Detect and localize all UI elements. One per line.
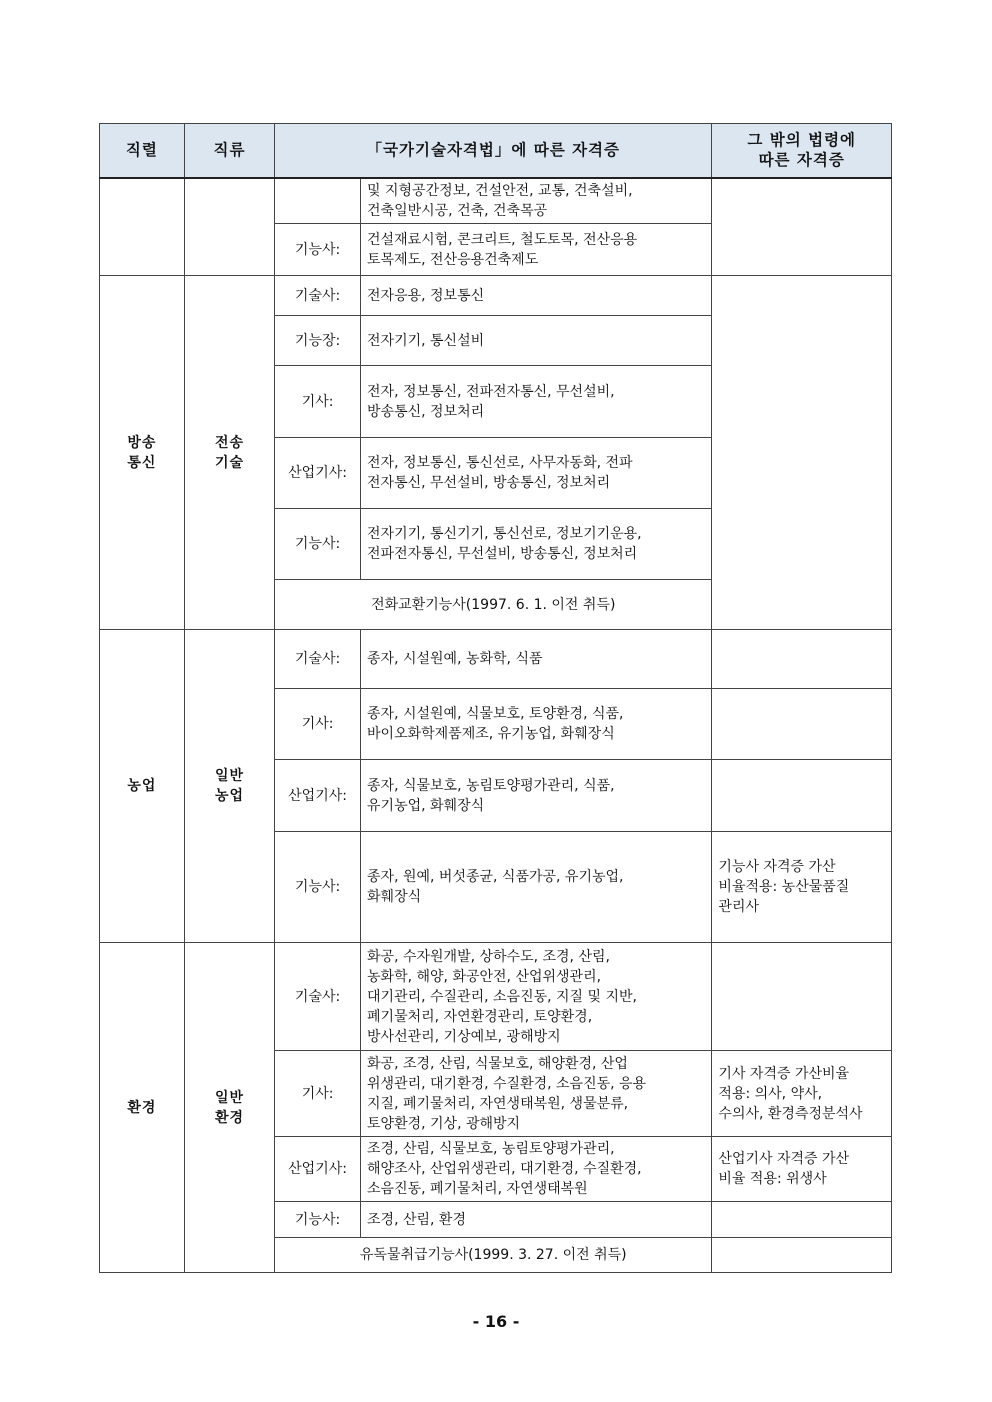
level-cell: 기능사: — [275, 224, 361, 276]
fields-cell: 및 지형공간정보, 건설안전, 교통, 건축설비, 건축일반시공, 건축, 건축목공 — [361, 178, 712, 224]
table-row — [100, 178, 892, 224]
note-cell-empty — [712, 1238, 892, 1273]
level-cell: 산업기사: — [275, 1137, 361, 1202]
fields-cell: 조경, 산림, 환경 — [361, 1202, 712, 1238]
note-cell-empty — [712, 178, 892, 276]
level-cell-empty — [275, 178, 361, 224]
table-row — [100, 276, 892, 316]
job-cell-empty — [100, 178, 185, 276]
level-cell: 기사: — [275, 366, 361, 438]
job-category-general-agriculture: 일반 농업 — [184, 630, 274, 943]
job-series-environment: 환경 — [100, 943, 185, 1273]
cat-cell-empty — [184, 178, 274, 276]
level-cell: 산업기사: — [275, 760, 361, 832]
note-cell — [712, 760, 892, 832]
fields-cell: 조경, 산림, 식물보호, 농림토양평가관리, 해양조사, 산업위생관리, 대기환경, 수질환경, 소음진동, 폐기물처리, 자연생태복원 — [361, 1137, 712, 1202]
fields-cell: 전자응용, 정보통신 — [361, 276, 712, 316]
fields-cell: 건설재료시험, 콘크리트, 철도토목, 전산응용 토목제도, 전산응용건축제도 — [361, 224, 712, 276]
fields-cell-full: 전화교환기능사(1997. 6. 1. 이전 취득) — [275, 580, 712, 630]
fields-cell: 종자, 시설원예, 식물보호, 토양환경, 식품, 바이오화학제품제조, 유기농업, 화훼장식 — [361, 689, 712, 760]
header-job-category: 직류 — [184, 124, 274, 178]
fields-cell: 종자, 원예, 버섯종균, 식품가공, 유기농업, 화훼장식 — [361, 832, 712, 943]
level-cell: 기능장: — [275, 316, 361, 366]
header-other-law-qualification: 그 밖의 법령에 따른 자격증 — [712, 124, 892, 178]
level-cell: 기능사: — [275, 509, 361, 580]
job-category-transmission: 전송 기술 — [184, 276, 274, 630]
note-cell — [712, 1202, 892, 1238]
fields-cell: 전자기기, 통신설비 — [361, 316, 712, 366]
level-cell: 기술사: — [275, 943, 361, 1051]
note-cell — [712, 943, 892, 1051]
fields-cell: 화공, 수자원개발, 상하수도, 조경, 산림, 농화학, 해양, 화공안전, 산업위생관리, 대기관리, 수질관리, 소음진동, 지질 및 지반, 폐기물처리, 자연환경관리, 토양환경, 방사선관리, 기상예보, 광해방지 — [361, 943, 712, 1051]
note-cell: 산업기사 자격증 가산 비율 적용: 위생사 — [712, 1137, 892, 1202]
fields-cell-full: 유독물취급기능사(1999. 3. 27. 이전 취득) — [275, 1238, 712, 1273]
level-cell: 기사: — [275, 1051, 361, 1137]
header-national-qualification: 「국가기술자격법」에 따른 자격증 — [275, 124, 712, 178]
level-cell: 기사: — [275, 689, 361, 760]
fields-cell: 종자, 식물보호, 농림토양평가관리, 식품, 유기농업, 화훼장식 — [361, 760, 712, 832]
fields-cell: 전자, 정보통신, 전파전자통신, 무선설비, 방송통신, 정보처리 — [361, 366, 712, 438]
note-cell-empty — [712, 276, 892, 630]
header-job-series: 직렬 — [100, 124, 185, 178]
page-number: - 16 - — [472, 1312, 520, 1331]
fields-cell: 종자, 시설원예, 농화학, 식품 — [361, 630, 712, 689]
note-cell — [712, 630, 892, 689]
job-category-general-environment: 일반 환경 — [184, 943, 274, 1273]
level-cell: 기능사: — [275, 1202, 361, 1238]
job-series-agriculture: 농업 — [100, 630, 185, 943]
level-cell: 기능사: — [275, 832, 361, 943]
fields-cell: 전자, 정보통신, 통신선로, 사무자동화, 전파 전자통신, 무선설비, 방송통신, 정보처리 — [361, 438, 712, 509]
qualification-table — [99, 123, 892, 1273]
level-cell: 산업기사: — [275, 438, 361, 509]
note-cell — [712, 689, 892, 760]
level-cell: 기술사: — [275, 276, 361, 316]
table-row — [100, 943, 892, 1051]
note-cell: 기사 자격증 가산비율 적용: 의사, 약사, 수의사, 환경측정분석사 — [712, 1051, 892, 1137]
table-header-row — [100, 124, 892, 178]
job-series-broadcast: 방송 통신 — [100, 276, 185, 630]
fields-cell: 전자기기, 통신기기, 통신선로, 정보기기운용, 전파전자통신, 무선설비, 방송통신, 정보처리 — [361, 509, 712, 580]
table-row — [100, 630, 892, 689]
fields-cell: 화공, 조경, 산림, 식물보호, 해양환경, 산업 위생관리, 대기환경, 수질환경, 소음진동, 응용 지질, 폐기물처리, 자연생태복원, 생물분류, 토양환경, 기상, 광해방지 — [361, 1051, 712, 1137]
note-cell: 기능사 자격증 가산 비율적용: 농산물품질 관리사 — [712, 832, 892, 943]
level-cell: 기술사: — [275, 630, 361, 689]
